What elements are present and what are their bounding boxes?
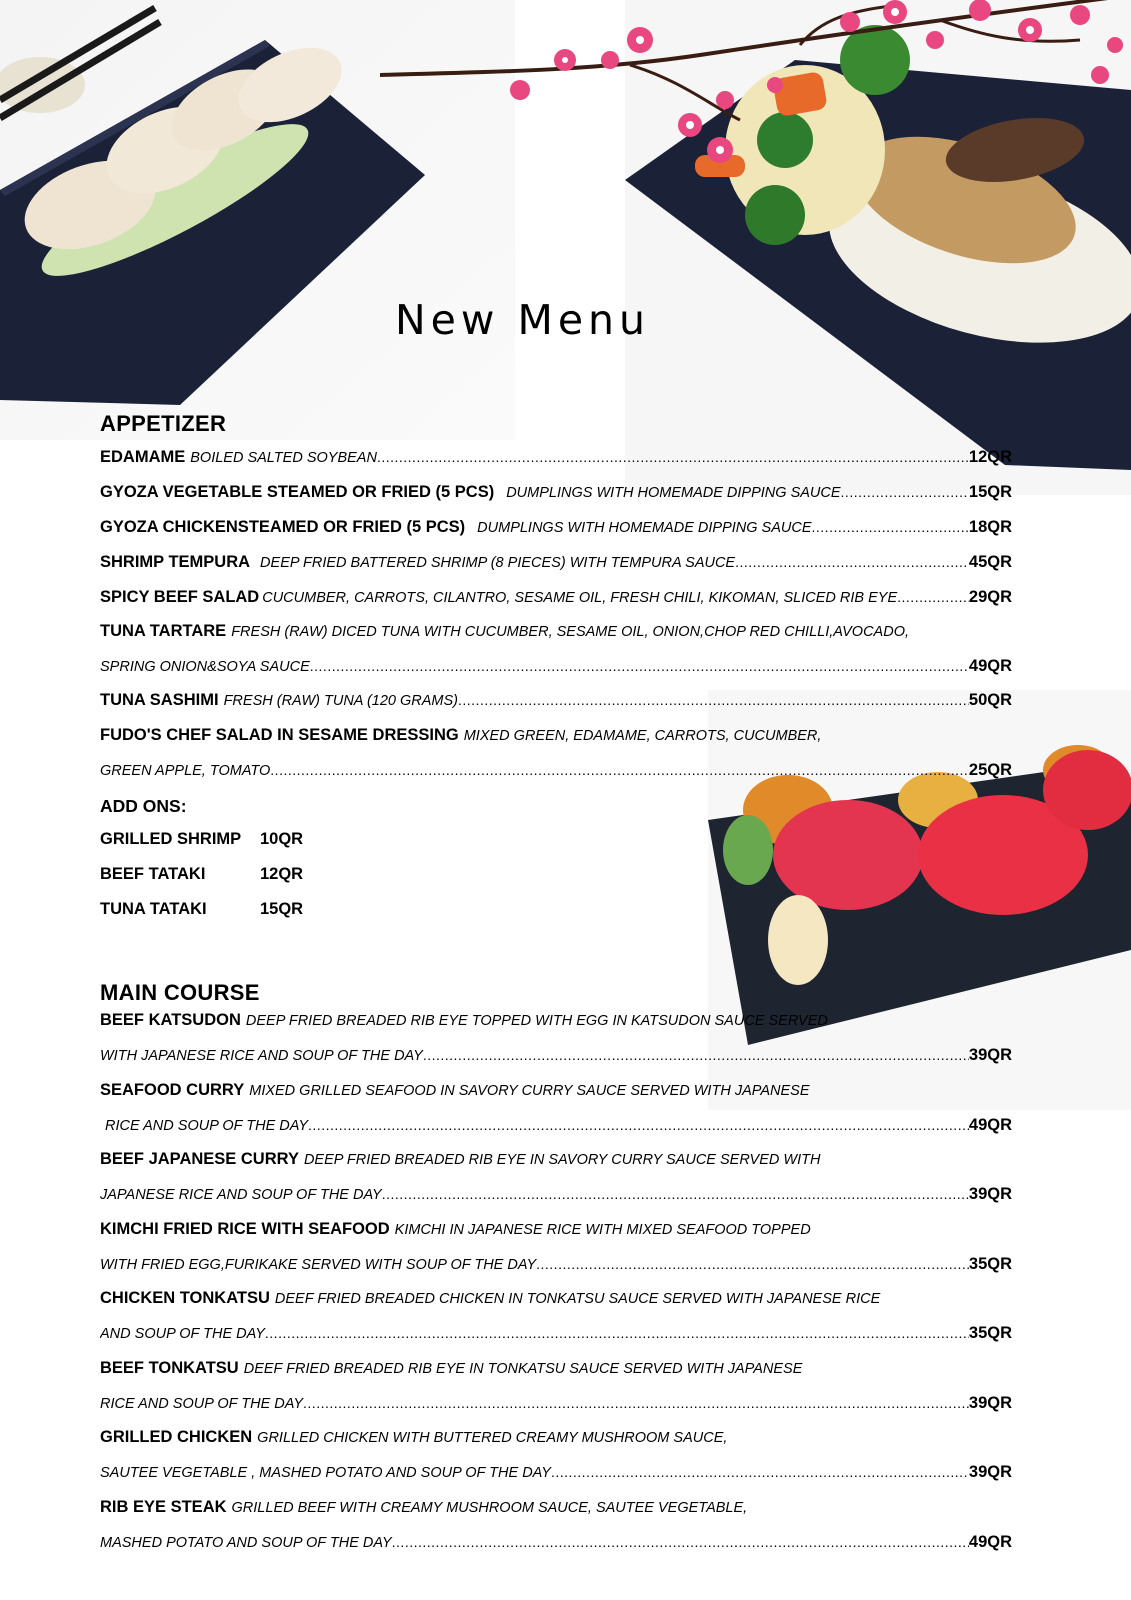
item-name: SHRIMP TEMPURA (100, 553, 251, 571)
menu-item-continued (100, 1116, 1012, 1140)
dot-leader (841, 484, 969, 500)
item-desc: MIXED GREEN, EDAMAME, CARROTS, CUCUMBER, (463, 728, 822, 744)
menu-item (100, 448, 1012, 472)
menu-item (100, 1150, 1012, 1174)
dot-leader (270, 762, 969, 778)
item-name: TUNA TARTARE (100, 622, 227, 640)
item-price: 49QR (968, 657, 1012, 675)
menu-item-continued (100, 1255, 1012, 1279)
menu-item-continued (100, 657, 1012, 681)
item-name: RIB EYE STEAK (100, 1498, 227, 1516)
menu-item-continued (100, 1394, 1012, 1418)
item-price: 39QR (968, 1394, 1012, 1412)
dot-leader (310, 658, 969, 674)
item-name: FUDO'S CHEF SALAD IN SESAME DRESSING (100, 726, 459, 744)
item-price: 39QR (968, 1463, 1012, 1481)
menu-item (100, 1289, 1012, 1313)
item-name: EDAMAME (100, 448, 186, 466)
addon-name: GRILLED SHRIMP (100, 830, 242, 848)
item-desc-continued: WITH JAPANESE RICE AND SOUP OF THE DAY (100, 1048, 423, 1064)
item-desc: DEEP FRIED BREADED RIB EYE TOPPED WITH EGG IN KATSUDON SAUCE SERVED (245, 1013, 828, 1029)
item-name: BEEF JAPANESE CURRY (100, 1150, 299, 1168)
item-price: 25QR (968, 761, 1012, 779)
dot-leader (897, 589, 969, 605)
item-name: CHICKEN TONKATSU (100, 1289, 270, 1307)
addons-heading: ADD ONS: (100, 796, 187, 816)
item-desc: GRILLED BEEF WITH CREAMY MUSHROOM SAUCE, SAUTEE VEGETABLE, (231, 1500, 748, 1516)
appetizer-heading: APPETIZER (100, 411, 227, 436)
item-desc: DEEP FRIED BATTERED SHRIMP (8 PIECES) WITH TEMPURA SAUCE (260, 555, 736, 571)
item-desc: FRESH (RAW) TUNA (120 GRAMS) (223, 693, 458, 709)
item-desc: CUCUMBER, CARROTS, CILANTRO, SESAME OIL, FRESH CHILI, KIKOMAN, SLICED RIB EYE (262, 590, 898, 606)
item-desc-continued: JAPANESE RICE AND SOUP OF THE DAY (100, 1187, 382, 1203)
item-desc: MIXED GRILLED SEAFOOD IN SAVORY CURRY SAUCE SERVED WITH JAPANESE (249, 1083, 810, 1099)
menu-item-continued (100, 1533, 1012, 1557)
item-name: SEAFOOD CURRY (100, 1081, 245, 1099)
item-desc-continued: AND SOUP OF THE DAY (100, 1326, 265, 1342)
item-desc: DUMPLINGS WITH HOMEMADE DIPPING SAUCE (477, 520, 812, 536)
item-desc: BOILED SALTED SOYBEAN (190, 450, 377, 466)
item-desc-continued: MASHED POTATO AND SOUP OF THE DAY (100, 1535, 392, 1551)
dot-leader (382, 1186, 969, 1202)
item-name: GRILLED CHICKEN (100, 1428, 253, 1446)
menu-item (100, 1359, 1012, 1383)
addon-name: TUNA TATAKI (100, 900, 207, 918)
item-desc: KIMCHI IN JAPANESE RICE WITH MIXED SEAFOOD TOPPED (394, 1222, 811, 1238)
addon-price: 15QR (260, 900, 304, 918)
menu-item (100, 483, 1012, 507)
dot-leader (536, 1256, 969, 1272)
menu-item (100, 588, 1012, 612)
item-price: 18QR (968, 518, 1012, 536)
addon-item (100, 900, 303, 924)
item-price: 49QR (968, 1116, 1012, 1134)
dot-leader (308, 1117, 969, 1133)
item-price: 39QR (968, 1185, 1012, 1203)
addon-item (100, 865, 303, 889)
dot-leader (812, 519, 969, 535)
item-name: BEEF TONKATSU (100, 1359, 239, 1377)
item-price: 49QR (968, 1533, 1012, 1551)
menu-item (100, 1220, 1012, 1244)
item-desc: GRILLED CHICKEN WITH BUTTERED CREAMY MUSHROOM SAUCE, (257, 1430, 728, 1446)
item-price: 50QR (968, 691, 1012, 709)
menu-item (100, 622, 1012, 646)
item-price: 15QR (968, 483, 1012, 501)
item-desc: DUMPLINGS WITH HOMEMADE DIPPING SAUCE (506, 485, 841, 501)
dot-leader (392, 1534, 969, 1550)
item-price: 35QR (968, 1255, 1012, 1273)
menu-item (100, 1011, 1012, 1035)
item-name: GYOZA VEGETABLE STEAMED OR FRIED (5 PCS) (100, 483, 495, 501)
item-name: TUNA SASHIMI (100, 691, 219, 709)
page-title: New Menu (395, 296, 651, 344)
item-price: 35QR (968, 1324, 1012, 1342)
menu-item (100, 553, 1012, 577)
dot-leader (551, 1464, 969, 1480)
item-price: 29QR (968, 588, 1012, 606)
dot-leader (423, 1047, 969, 1063)
cherry-blossom-branch (380, 0, 1131, 170)
item-desc-continued: RICE AND SOUP OF THE DAY (105, 1118, 309, 1134)
menu-item-continued (100, 1324, 1012, 1348)
item-price: 45QR (968, 553, 1012, 571)
item-price: 12QR (968, 448, 1012, 466)
addon-price: 12QR (260, 865, 304, 883)
item-desc: DEEP FRIED BREADED RIB EYE IN SAVORY CURRY SAUCE SERVED WITH (303, 1152, 821, 1168)
item-desc: FRESH (RAW) DICED TUNA WITH CUCUMBER, SESAME OIL, ONION,CHOP RED CHILLI,AVOCADO, (231, 624, 909, 640)
item-price: 39QR (968, 1046, 1012, 1064)
menu-item-continued (100, 1046, 1012, 1070)
item-desc-continued: SPRING ONION&SOYA SAUCE (100, 659, 310, 675)
item-name: GYOZA CHICKENSTEAMED OR FRIED (5 PCS) (100, 518, 466, 536)
menu-item (100, 1081, 1012, 1105)
item-desc-continued: SAUTEE VEGETABLE , MASHED POTATO AND SOUP OF THE DAY (100, 1465, 551, 1481)
dot-leader (303, 1395, 969, 1411)
addon-price: 10QR (260, 830, 304, 848)
menu-item (100, 1428, 1012, 1452)
addon-item (100, 830, 303, 854)
item-desc: DEEF FRIED BREADED RIB EYE IN TONKATSU SAUCE SERVED WITH JAPANESE (243, 1361, 803, 1377)
menu-item (100, 726, 1012, 750)
item-desc-continued: WITH FRIED EGG,FURIKAKE SERVED WITH SOUP OF THE DAY (100, 1257, 537, 1273)
item-desc-continued: RICE AND SOUP OF THE DAY (100, 1396, 304, 1412)
menu-item (100, 1498, 1012, 1522)
dot-leader (735, 554, 969, 570)
menu-item (100, 691, 1012, 715)
item-name: KIMCHI FRIED RICE WITH SEAFOOD (100, 1220, 390, 1238)
menu-item-continued (100, 1185, 1012, 1209)
item-name: SPICY BEEF SALAD (100, 588, 260, 606)
main-course-heading: MAIN COURSE (100, 980, 260, 1005)
dot-leader (265, 1325, 969, 1341)
menu-item-continued (100, 1463, 1012, 1487)
item-desc: DEEF FRIED BREADED CHICKEN IN TONKATSU SAUCE SERVED WITH JAPANESE RICE (274, 1291, 881, 1307)
dot-leader (458, 692, 969, 708)
item-name: BEEF KATSUDON (100, 1011, 241, 1029)
dot-leader (377, 449, 969, 465)
menu-item (100, 518, 1012, 542)
menu-item-continued (100, 761, 1012, 785)
item-desc-continued: GREEN APPLE, TOMATO (100, 763, 271, 779)
addon-name: BEEF TATAKI (100, 865, 206, 883)
